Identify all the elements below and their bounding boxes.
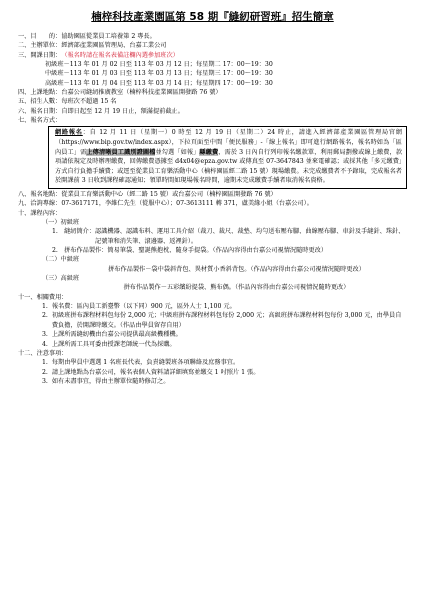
note-item [18,377,407,386]
section-text: 台嘉公司縫紉推廣教室（楠梓科技產業園區開發路 76 號） [61,89,222,97]
item-text: 簡易筆袋、聖誕熊抱枕、隨身手提袋。（作品內容得由台嘉公司視情況隨時更改） [107,247,328,255]
document-title: 楠梓科技產業園區第 58 期『縫紉研習班』招生簡章 [91,11,334,23]
section-number: 七、 [18,117,31,125]
item-number: 1. [42,359,48,367]
section-contact [18,199,407,208]
item-label: 1. 縫紉簡介： [52,228,96,236]
fee-item [18,302,407,311]
section-capacity [18,97,407,106]
beginner-heading: （一）初級班 [42,219,80,227]
section-key: 主辦單位： [30,42,62,50]
item-label: 2. 拼布作品製作： [52,247,108,255]
item-text: 認識機器、認識布料、運用工具介紹（裁刀、裁尺、裁墊、均勻送布壓布腳、曲線壓布腳、車針及手縫針、珠針、記號筆和消失筆、滾邊器、返裡針）。 [95,228,405,245]
section-text: 每班次不超過 15 名 [61,98,117,106]
note-item [18,358,407,367]
section-dates [18,51,407,60]
online-registration-label: 網路報名 [55,129,83,137]
advanced-text: 拼布作品製作－五彩繽紛提袋、熊布偶。（作品內容得由台嘉公司視情況隨時更改） [123,284,350,292]
section-text: 經濟部產業園區管理局、台嘉工業公司 [61,42,167,50]
registration-text-3: ，需於 3 日內自行列印報名繳款單，利用郵局劃撥或線上繳費，款項請依規定及時辦理繳費，回傳繳費憑據至 d4x04@epza.gov.tw 或傳真至 07-3647843 並來電確認；或採其他「多元繳費」方式自行負擔手續費；或逕至從業員工育樂活動中心（楠梓園區經二路 15 號）現場繳費。未完成繳費者不予錄取，完成報名者於開課前 3 日收到課程確認通知；領單時間如現場報名時間，逾期未完成繳費手續者取消報名資格。 [55,148,403,185]
highlight-payment: 縣繳費 [199,148,219,156]
item-number: 3. [42,331,48,339]
section-number: 八、 [18,191,31,198]
item-text: 如有未盡事宜，得由主辦單位隨時修訂之。 [51,377,170,385]
section-number: 四、 [18,89,31,97]
section-number: 一、 [18,33,31,40]
section-organizer [18,41,407,50]
beginner-item-1 [18,227,407,246]
item-text: 初級班拼布課程材料包每份 2,000 元；中級班拼布課程材料包每份 2,000 元；高級班拼布課程材料包每份 3,000 元，由學員自費負擔，於開課時繳交。（作品由學員留存自用） [51,312,402,329]
item-text: 報名費：區內員工新臺幣（以下同）900 元，區外人士 1,100 元。 [51,303,236,311]
section-text: 自即日起至 12 月 19 日止，額滿提前截止。 [61,107,184,115]
highlight-upload-id: 上傳清晰員工識別證圖檔 [86,148,156,156]
section-key: 相關費用： [36,293,68,301]
item-number: 2. [42,368,48,376]
fee-item [18,330,407,339]
section-key: 報名日期： [30,107,62,115]
section-key: 注意事項： [36,349,68,357]
item-number: 1. [42,303,48,311]
section-registration-method [18,116,407,125]
registration-info-box [48,126,407,189]
advanced-heading: （三）高級班 [42,275,80,283]
section-number: 二、 [18,42,31,50]
item-number: 3. [42,377,48,385]
section-key: 洽詢專線： [30,200,62,208]
section-number: 十、 [18,209,31,217]
item-number: 4. [42,340,48,348]
intermediate-text: 拼布作品製作－袋中袋斜背包、異材質小香斜背包。（作品內容得由台嘉公司視情況隨時更改） [108,265,365,273]
item-number: 2. [42,312,48,320]
section-number: 五、 [18,98,31,106]
intermediate-heading: （二）中級班 [42,256,80,264]
section-course-content [18,209,407,218]
section-key: 上課地點： [30,89,62,97]
section-fees [18,293,407,302]
section-text: 協助園區從業員工培養第 2 專長。 [61,33,156,40]
fee-item [18,340,407,349]
section-key: 報名地點： [30,191,62,198]
section-key: 報名方式： [30,117,62,125]
class-schedule-beginner: 初級班－113 年 01 月 02 日至 113 年 03 月 12 日；每星期二 17：00～19：30 [45,61,273,69]
section-purpose [18,32,407,41]
section-number: 十一、 [18,293,37,301]
section-note-red: （報名時請在報名表備註欄內選參加班次） [61,51,179,59]
item-text: 每期由學員中選選 1 名班長代表，負責縫製班各項聯絡及庶務事宜。 [51,359,240,367]
section-number: 九、 [18,200,31,208]
section-text: 從業員工育樂活動中心（經二路 15 號）或台嘉公司（楠梓園區開發路 76 號） [61,191,277,198]
section-number: 十二、 [18,349,37,357]
section-location [18,88,407,97]
section-notes [18,349,407,358]
item-text: 上課所需工具可委由授課老師統一代為採購。 [51,340,176,348]
section-number: 六、 [18,107,31,115]
section-key: 開課日期： [30,51,62,59]
section-registration-place [18,190,407,199]
section-key: 目 的： [30,33,62,40]
registration-text-1: ：自 12 月 11 日（星期一）0 時至 12 月 19 日（星期二）24 時止，請進入經濟部產業園區管理局官網（https://www.bip.gov.tw/index.aspx），下拉頁面至中間「便民服務」-「線上報名」即可進行網路報名，報名時如為「區內員工」需 [55,129,402,156]
fee-item [18,311,407,330]
item-text: 上課所需縫紉機由台嘉公司提供最高級機種機。 [51,331,182,339]
class-schedule-advanced: 高級班－113 年 01 月 04 日至 113 年 03 月 14 日；每星期四 17：00～19：30 [45,79,273,87]
registration-text-2: 並勾選「如報」 [155,148,200,156]
section-key: 招生人數： [30,98,62,106]
section-number: 三、 [18,51,31,59]
note-item [18,368,407,377]
beginner-item-2 [18,246,407,255]
section-key: 課程內容： [30,209,62,217]
section-text: 07-3617171，李維仁先生（從服中心）；07-3613111 轉 371，盧美緣小姐（台嘉公司）。 [61,200,313,208]
section-registration-date [18,107,407,116]
item-text: 請上課地點為台嘉公司，報名表個人資料請詳細填寫並繳交 1 吋照片 1 張。 [51,368,260,376]
class-schedule-intermediate: 中級班－113 年 01 月 03 日至 113 年 03 月 13 日；每星期三 17：00～19：30 [45,70,273,78]
